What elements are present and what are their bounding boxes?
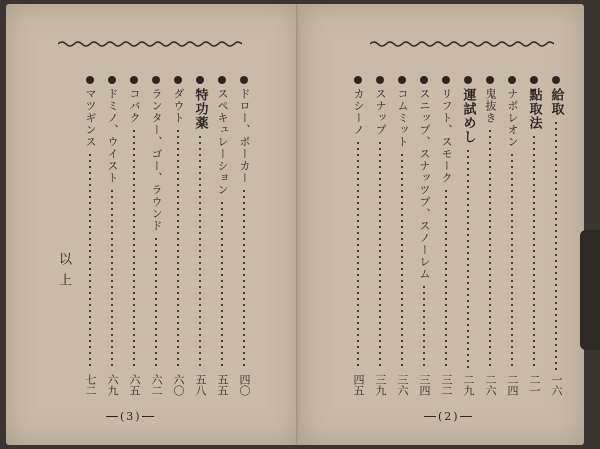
toc-entry-title: ナポレオン: [506, 88, 519, 148]
toc-entry: [213, 76, 231, 396]
toc-entry-title: 運試めし: [460, 88, 476, 144]
bullet-icon: [152, 76, 160, 84]
bullet-icon: [174, 76, 182, 84]
toc-entry-title: ランター、ゴー、ラウンド: [150, 88, 163, 232]
dot-leader: [177, 128, 179, 370]
toc-entry: [191, 76, 209, 396]
toc-entry: [437, 76, 455, 396]
dot-leader: [467, 148, 469, 370]
toc-entry: [503, 76, 521, 396]
right-page: [300, 4, 584, 445]
toc-entry: [169, 76, 187, 396]
toc-entry-page: 二四: [506, 374, 519, 396]
toc-entry: [547, 76, 565, 396]
bullet-icon: [240, 76, 248, 84]
toc-entry-page: 一六: [550, 374, 563, 396]
bullet-icon: [376, 76, 384, 84]
toc-entry: [103, 76, 121, 396]
dot-leader: [511, 152, 513, 370]
left-page: [6, 4, 298, 445]
wavy-rule-ornament: [370, 40, 554, 48]
binding-clip: [580, 230, 600, 350]
toc-entry-page: 三六: [396, 374, 409, 396]
dot-leader: [533, 134, 535, 370]
toc-entry-page: 三九: [374, 374, 387, 396]
bullet-icon: [420, 76, 428, 84]
page-number: ( 2 ): [424, 410, 472, 423]
toc-entry-page: 二九: [462, 374, 475, 396]
wavy-rule-ornament: [58, 40, 242, 48]
dot-leader: [155, 236, 157, 370]
toc-entry: [459, 76, 477, 396]
toc-entry-page: 六〇: [172, 374, 185, 396]
bullet-icon: [196, 76, 204, 84]
page-number-value: 3: [126, 410, 134, 423]
dot-leader: [133, 128, 135, 370]
dot-leader: [423, 284, 425, 370]
toc-entry: [147, 76, 165, 396]
bullet-icon: [442, 76, 450, 84]
toc-entry-title: スペキュレーション: [216, 88, 229, 196]
bullet-icon: [108, 76, 116, 84]
toc-entry: [125, 76, 143, 396]
dot-leader: [445, 188, 447, 370]
toc-entry-page: 三二: [440, 374, 453, 396]
toc-entry-title: コバク: [128, 88, 141, 124]
toc-entry-page: 四五: [352, 374, 365, 396]
toc-entry-title: 特功薬: [192, 88, 208, 130]
toc-entry-page: 四〇: [238, 374, 251, 396]
toc-entry-page: 六五: [128, 374, 141, 396]
toc-entry-page: 六九: [106, 374, 119, 396]
toc-entry-page: 六二: [150, 374, 163, 396]
toc-entry-title: マツギンス: [84, 88, 97, 148]
toc-entry-title: 鬼抜き: [484, 88, 497, 124]
toc-entry: [393, 76, 411, 396]
dot-leader: [489, 128, 491, 370]
page-number-value: 2: [444, 410, 452, 423]
ending-mark: 以上: [56, 252, 71, 294]
toc-entry-page: 二六: [484, 374, 497, 396]
dot-leader: [555, 120, 557, 370]
toc-entry-page: 七二: [84, 374, 97, 396]
bullet-icon: [130, 76, 138, 84]
toc-entry: [349, 76, 367, 396]
toc-entry-title: リフト、スモーク: [440, 88, 453, 184]
toc-entry-page: 三四: [418, 374, 431, 396]
toc-entry-title: ダウト: [172, 88, 185, 124]
toc-entry: [415, 76, 433, 396]
toc-entry-title: カシーノ: [352, 88, 365, 136]
toc-entry-title: ドロー、ポーカー: [238, 88, 251, 184]
toc-entry-title: ドミノ、ウイスト: [106, 88, 119, 184]
toc-entry-page: 二一: [528, 374, 541, 396]
bullet-icon: [86, 76, 94, 84]
toc-entry-title: スニップ、スナッツプ、スノーレム: [418, 88, 431, 280]
dot-leader: [243, 188, 245, 370]
bullet-icon: [530, 76, 538, 84]
toc-entry-page: 五八: [194, 374, 207, 396]
dot-leader: [357, 140, 359, 370]
bullet-icon: [218, 76, 226, 84]
toc-entry: [371, 76, 389, 396]
page-number: ( 3 ): [106, 410, 154, 423]
bullet-icon: [552, 76, 560, 84]
toc-entry-title: スナップ: [374, 88, 387, 136]
toc-entry-title: コムミット: [396, 88, 409, 148]
toc-entry: [235, 76, 253, 396]
bullet-icon: [508, 76, 516, 84]
toc-entry-page: 五五: [216, 374, 229, 396]
dot-leader: [111, 188, 113, 370]
toc-entry: [481, 76, 499, 396]
bullet-icon: [354, 76, 362, 84]
toc-entry-title: 點取法: [526, 88, 542, 130]
bullet-icon: [464, 76, 472, 84]
bullet-icon: [398, 76, 406, 84]
dot-leader: [199, 134, 201, 370]
bullet-icon: [486, 76, 494, 84]
dot-leader: [221, 200, 223, 370]
toc-entry-title: 給取: [548, 88, 564, 116]
dot-leader: [401, 152, 403, 370]
toc-entry: [525, 76, 543, 396]
dot-leader: [379, 140, 381, 370]
toc-entry: [81, 76, 99, 396]
dot-leader: [89, 152, 91, 370]
